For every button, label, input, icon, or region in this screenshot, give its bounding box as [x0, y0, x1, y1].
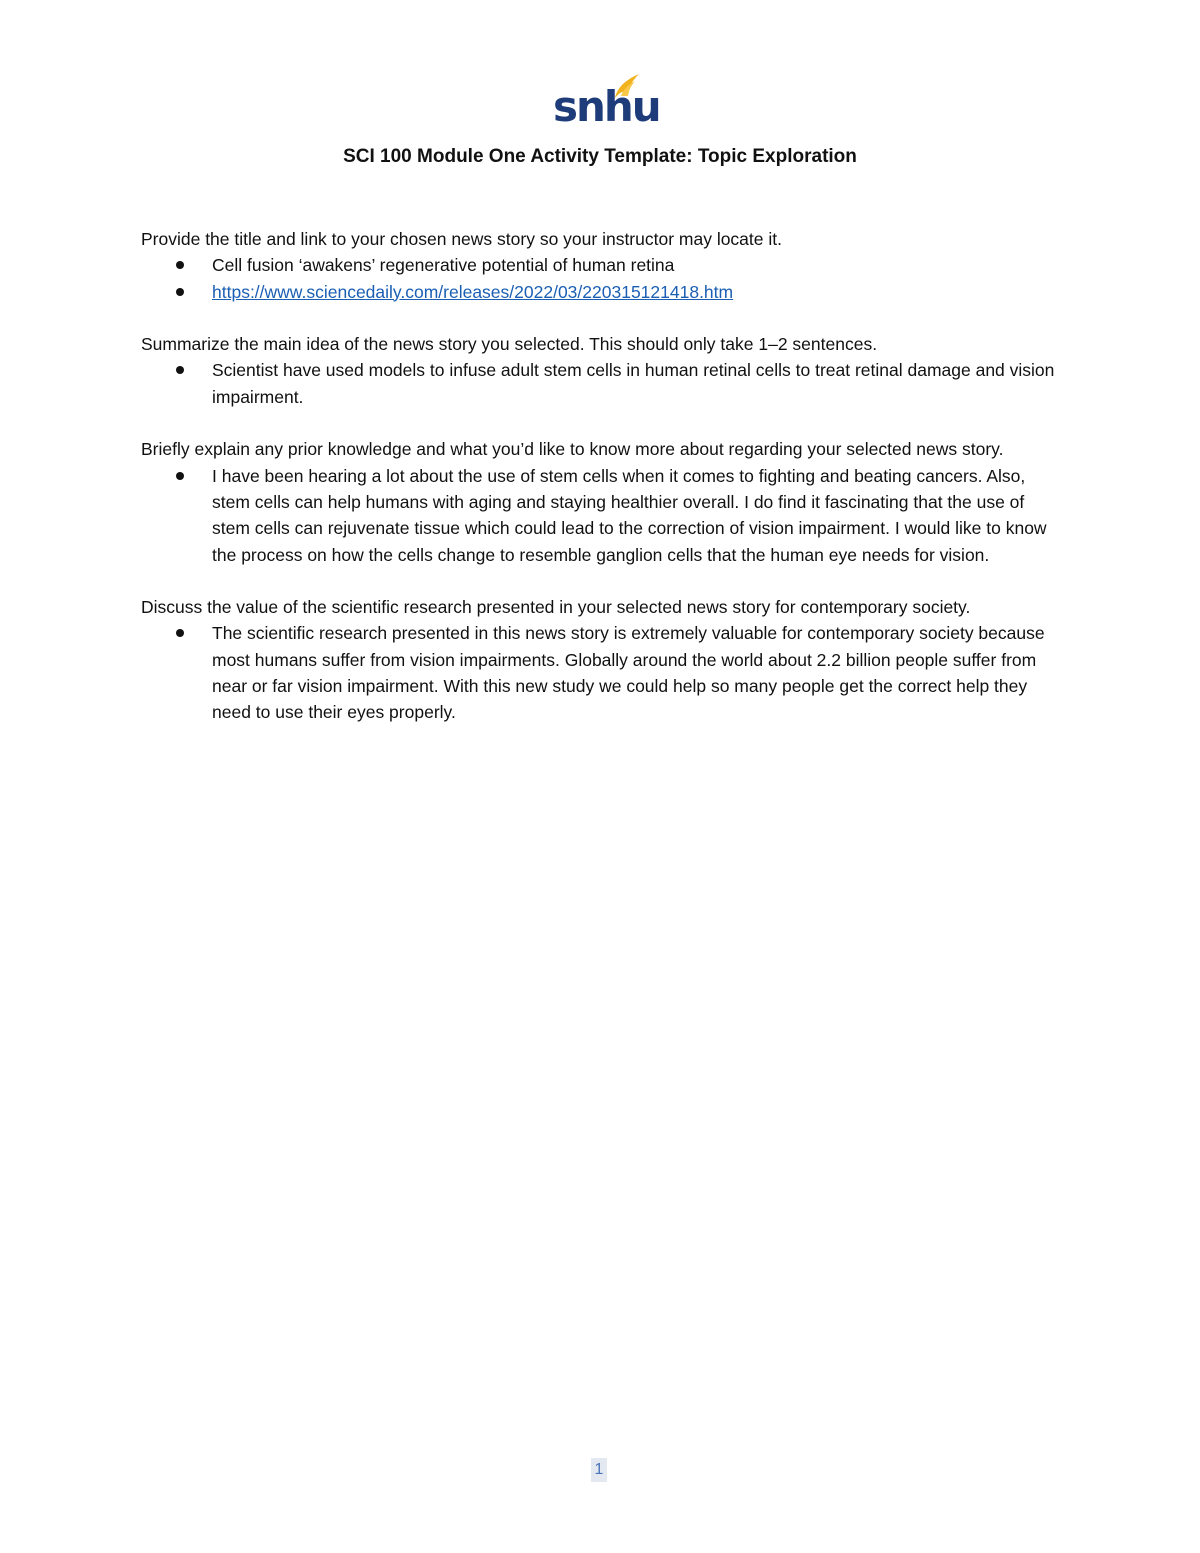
list-item-text: Scientist have used models to infuse adult stem cells in human retinal cells to treat retinal damage and vision impairment. — [212, 360, 1055, 407]
bullet-icon — [176, 261, 184, 269]
list-item — [141, 357, 1061, 410]
bullet-icon — [176, 472, 184, 480]
section-prompt: Briefly explain any prior knowledge and what you’d like to know more about regarding your selected news story. — [141, 439, 1004, 460]
section-prompt: Provide the title and link to your chosen news story so your instructor may locate it. — [141, 229, 782, 249]
list-item-text: Cell fusion ‘awakens’ regenerative potential of human retina — [212, 255, 675, 276]
section-prompt: Summarize the main idea of the news story you selected. This should only take 1–2 sentences. — [141, 334, 878, 355]
bullet-list — [141, 357, 1061, 410]
bullet-list — [141, 463, 1061, 568]
document-title: SCI 100 Module One Activity Template: Topic Exploration — [343, 146, 857, 167]
list-item-text: I have been hearing a lot about the use of stem cells when it comes to fighting and beating cancers. Also, stem cells can help humans with aging and staying healthier overall. I do find it fascinating that the use of stem cells can rejuvenate tissue which could lead to the correction of vision impairment. I would like to know the process on how the cells change to resemble ganglion cells that the human eye needs for vision. — [212, 465, 1047, 565]
logo-wordmark: snhu — [553, 82, 660, 131]
bullet-icon — [176, 288, 184, 296]
list-item-text: The scientific research presented in this news story is extremely valuable for contemporary society because most humans suffer from vision impairments. Globally around the world about 2.2 billion people suffer from near or far vision impairment. With this new study we could help so many people get the correct help they need to use their eyes properly. — [212, 623, 1045, 723]
list-item — [141, 252, 1061, 278]
bullet-list — [141, 252, 1061, 305]
snhu-logo — [553, 72, 660, 134]
list-item — [141, 463, 1061, 568]
document-body — [141, 226, 1061, 752]
section-title-link — [141, 226, 1061, 305]
section-prior-knowledge — [141, 436, 1061, 567]
list-item — [141, 279, 1061, 305]
bullet-list — [141, 620, 1061, 725]
section-summary — [141, 331, 1061, 410]
list-item — [141, 620, 1061, 725]
page-number: 1 — [591, 1458, 607, 1482]
section-value — [141, 594, 1061, 725]
news-story-link[interactable]: https://www.sciencedaily.com/releases/2022/03/220315121418.htm — [212, 281, 734, 302]
section-prompt: Discuss the value of the scientific research presented in your selected news story for contemporary society. — [141, 597, 971, 618]
bullet-icon — [176, 366, 184, 374]
bullet-icon — [176, 629, 184, 637]
